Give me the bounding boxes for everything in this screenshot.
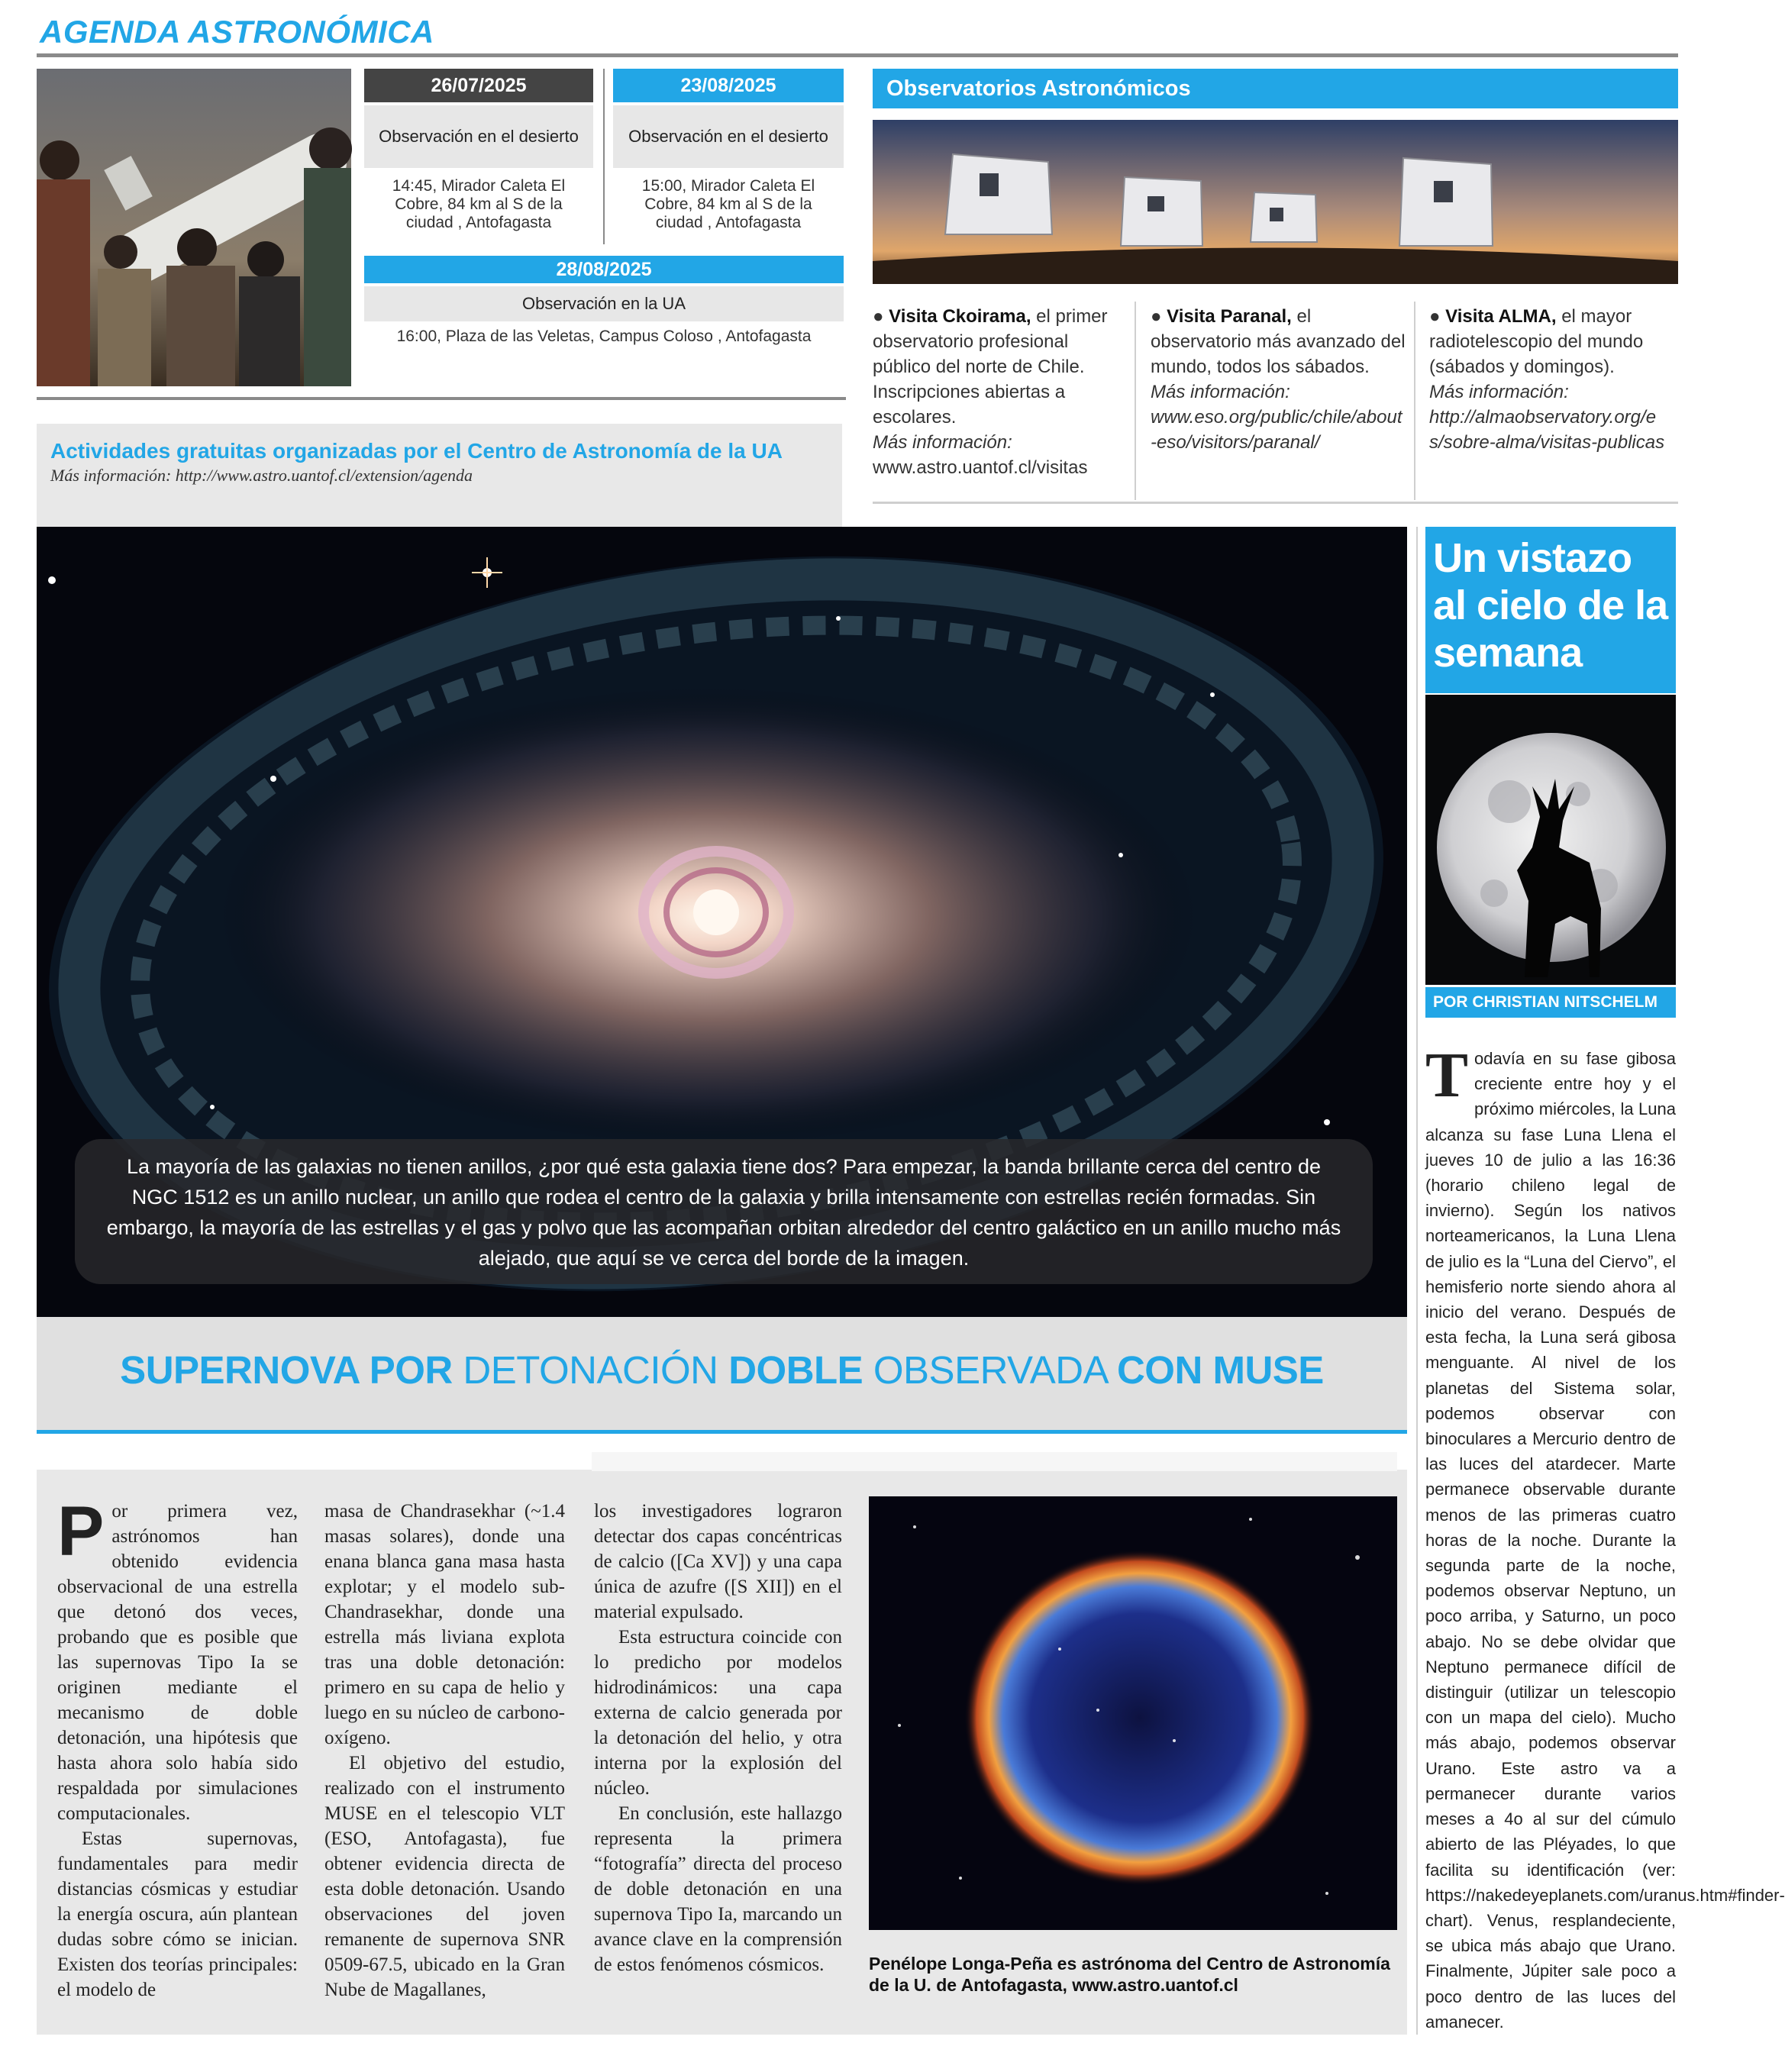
observatories-rule	[873, 502, 1678, 504]
event-title: Observación en la UA	[364, 286, 844, 321]
event-title: Observación en el desierto	[613, 105, 844, 168]
headline-word: DETONACIÓN	[463, 1348, 718, 1392]
sidebar-paragraph: odavía en su fase gibosa creciente entre hoy y el próximo miércoles, la Luna alcanza su fase Luna Llena el jueves 10 de julio a las 16:36 (horario chileno legal de invierno). Según los nativos norteamericanos, la Luna Llena de julio es la “Luna del Ciervo”, el hemisferio norte siendo ahora al inicio del verano. Después de esta fecha, la Luna será gibosa menguante. Al nivel de los planetas del Sistema solar, podemos observar con binoculares a Mercurio dentro de las luces del atardecer. Marte permanece observable durante menos de las primeras cuatro horas de la noche. Durante la segunda parte de la noche, podemos observar Neptuno, un poco arriba, y Saturno, un poco abajo. No se debe olvidar que Neptuno permanece difícil de distinguir (utilizar un telescopio con un mapa del cielo). Mucho más abajo, podemos observar Urano. Este astro va a permanecer durante varios meses a 4o al sur del cúmulo abierto de las Pléyades, lo que facilita su identificación (ver: https://nakedeyeplanets.com/uranus.htm#finder-chart). Venus, resplandeciente, se ubica más abajo que Urano. Finalmente, Júpiter sale poco a poco dentro de las luces del amanecer.	[1425, 1049, 1785, 2032]
free-activities-info	[50, 466, 473, 486]
more-info-label: Más información:	[1151, 382, 1290, 402]
observatory-desc: el primer observatorio profesional público del norte de Chile. Inscripciones abiertas a escolares.	[873, 306, 1108, 428]
event-title: Observación en el desierto	[364, 105, 593, 168]
event-date: 26/07/2025	[364, 69, 593, 102]
event-divider	[603, 69, 605, 244]
event-date: 28/08/2025	[364, 256, 844, 283]
sidebar-byline: POR CHRISTIAN NITSCHELM	[1425, 987, 1676, 1018]
observatory-desc: el mayor radiotelescopio del mundo (sábados y domingos).	[1429, 306, 1644, 377]
moon-deer-photo	[1425, 695, 1676, 985]
article-column-2	[324, 1499, 565, 2003]
headline-word: OBSERVADA	[873, 1348, 1107, 1392]
events-rule	[37, 397, 846, 400]
sidebar-title-box	[1425, 527, 1676, 693]
drop-cap: T	[1425, 1040, 1469, 1111]
event-details: 15:00, Mirador Caleta El Cobre, 84 km al S de la ciudad , Antofagasta	[641, 177, 815, 231]
article-paragraph: or primera vez, astrónomos han obtenido evidencia observacional de una estrella que detonó dos veces, probando que es posible que las supernovas Tipo Ia se originen mediante el mecanismo de doble detonación, una hipótesis que hasta ahora solo había sido respaldada por simulaciones computacionales.	[57, 1501, 298, 1824]
observatory-link[interactable]: www.astro.uantof.cl/visitas	[873, 457, 1088, 478]
observatory-item-ckoirama: ● Visita Ckoirama, el primer observatorio profesional público del norte de Chile. Inscripciones abiertas a escolares. Más información: www.astro.uantof.cl/visitas	[873, 306, 1108, 478]
observatory-item-paranal: ● Visita Paranal, el observatorio más avanzado del mundo, todos los sábados. Más información: www.eso.org/public/chile/about-eso/visitors/paranal/	[1151, 306, 1406, 453]
event-details: 16:00, Plaza de las Veletas, Campus Coloso , Antofagasta	[396, 328, 812, 345]
article-headline	[37, 1347, 1407, 1393]
article-paragraph: Esta estructura coincide con lo predicho por modelos hidrodinámicos: una capa externa de calcio generada por la detonación del helio, y otra interna por la explosión del núcleo.	[594, 1627, 842, 1799]
observatories-header: Observatorios Astronómicos	[873, 69, 1678, 108]
galaxy-caption: La mayoría de las galaxias no tienen anillos, ¿por qué esta galaxia tiene dos? Para empezar, la banda brillante cerca del centro de NGC 1512 es un anillo nuclear, un anillo que rodea el centro de la galaxia y brilla intensamente con estrellas recién formadas. Sin embargo, la mayoría de las estrellas y el gas y polvo que las acompañan orbitan alrededor del centro galáctico en un anillo mucho más alejado, que aquí se ve cerca del borde de la imagen.	[75, 1139, 1373, 1284]
drop-cap: P	[57, 1493, 105, 1570]
event-date: 23/08/2025	[613, 69, 844, 102]
more-info-label: Más información:	[1429, 382, 1569, 402]
section-title: AGENDA ASTRONÓMICA	[40, 14, 434, 50]
observatory-name: Visita Ckoirama,	[889, 306, 1031, 327]
sidebar-divider	[1416, 527, 1418, 2035]
article-column-3	[594, 1499, 842, 1977]
observatory-item-alma: ● Visita ALMA, el mayor radiotelescopio del mundo (sábados y domingos). Más información: http://almaobservatory.org/es/sobre-alma/visitas-publicas	[1429, 306, 1665, 453]
article-column-1	[57, 1493, 298, 2003]
info-link[interactable]: http://www.astro.uantof.cl/extension/agenda	[175, 466, 473, 485]
column-divider	[1135, 302, 1136, 500]
article-top-strip	[592, 1452, 1397, 1471]
article-paragraph: los investigadores lograron detectar dos capas concéntricas de calcio ([Ca XV]) y una capa única de azufre ([S XII]) en el material expulsado.	[594, 1501, 842, 1622]
sidebar-title: Un vistazo al cielo de la semana	[1433, 535, 1668, 676]
observatory-desc: el observatorio más avanzado del mundo, todos los sábados.	[1151, 306, 1406, 377]
observatory-name: Visita Paranal,	[1167, 306, 1292, 327]
headline-word: SUPERNOVA POR	[120, 1348, 453, 1392]
info-label: Más información:	[50, 466, 172, 485]
supernova-remnant-photo	[869, 1496, 1397, 1930]
telescope-photo	[37, 69, 351, 386]
observatory-link[interactable]: http://almaobservatory.org/es/sobre-alma/visitas-publicas	[1429, 407, 1665, 453]
observatory-link[interactable]: www.eso.org/public/chile/about-eso/visitors/paranal/	[1151, 407, 1402, 453]
article-paragraph: Estas supernovas, fundamentales para medir distancias cósmicas y estudiar la energía oscura, aún plantean dudas sobre cómo se inician. Existen dos teorías principales: el modelo de	[57, 1828, 298, 2000]
headline-word: CON MUSE	[1116, 1348, 1324, 1392]
article-paragraph: masa de Chandrasekhar (~1.4 masas solares), donde una enana blanca gana masa hasta explotar; y el modelo sub-Chandrasekhar, donde una estrella más liviana explota tras una doble detonación: primero en su capa de helio y luego en su núcleo de carbono-oxígeno.	[324, 1501, 565, 1748]
free-activities-title: Actividades gratuitas organizadas por el Centro de Astronomía de la UA	[50, 439, 783, 463]
headline-rule	[37, 1430, 1407, 1434]
event-details: 14:45, Mirador Caleta El Cobre, 84 km al S de la ciudad , Antofagasta	[392, 177, 566, 231]
header-rule	[37, 53, 1678, 57]
observatory-photo	[873, 120, 1678, 284]
article-paragraph: En conclusión, este hallazgo representa la primera “fotografía” directa del proceso de doble detonación en una supernova Tipo Ia, marcando un avance clave en la comprensión de estos fenómenos cósmicos.	[594, 1803, 842, 1975]
column-divider	[1414, 302, 1415, 500]
headline-word: DOBLE	[728, 1348, 863, 1392]
more-info-label: Más información:	[873, 432, 1012, 453]
observatory-name: Visita ALMA,	[1445, 306, 1557, 327]
sidebar-text	[1425, 1040, 1785, 2035]
article-paragraph: El objetivo del estudio, realizado con el instrumento MUSE en el telescopio VLT (ESO, Antofagasta), fue obtener evidencia directa de esta doble detonación. Usando observaciones del joven remanente de supernova SNR 0509-67.5, ubicado en la Gran Nube de Magallanes,	[324, 1753, 565, 2000]
author-credit: Penélope Longa-Peña es astrónoma del Centro de Astronomía de la U. de Antofagasta, www.astro.uantof.cl	[869, 1954, 1390, 1995]
